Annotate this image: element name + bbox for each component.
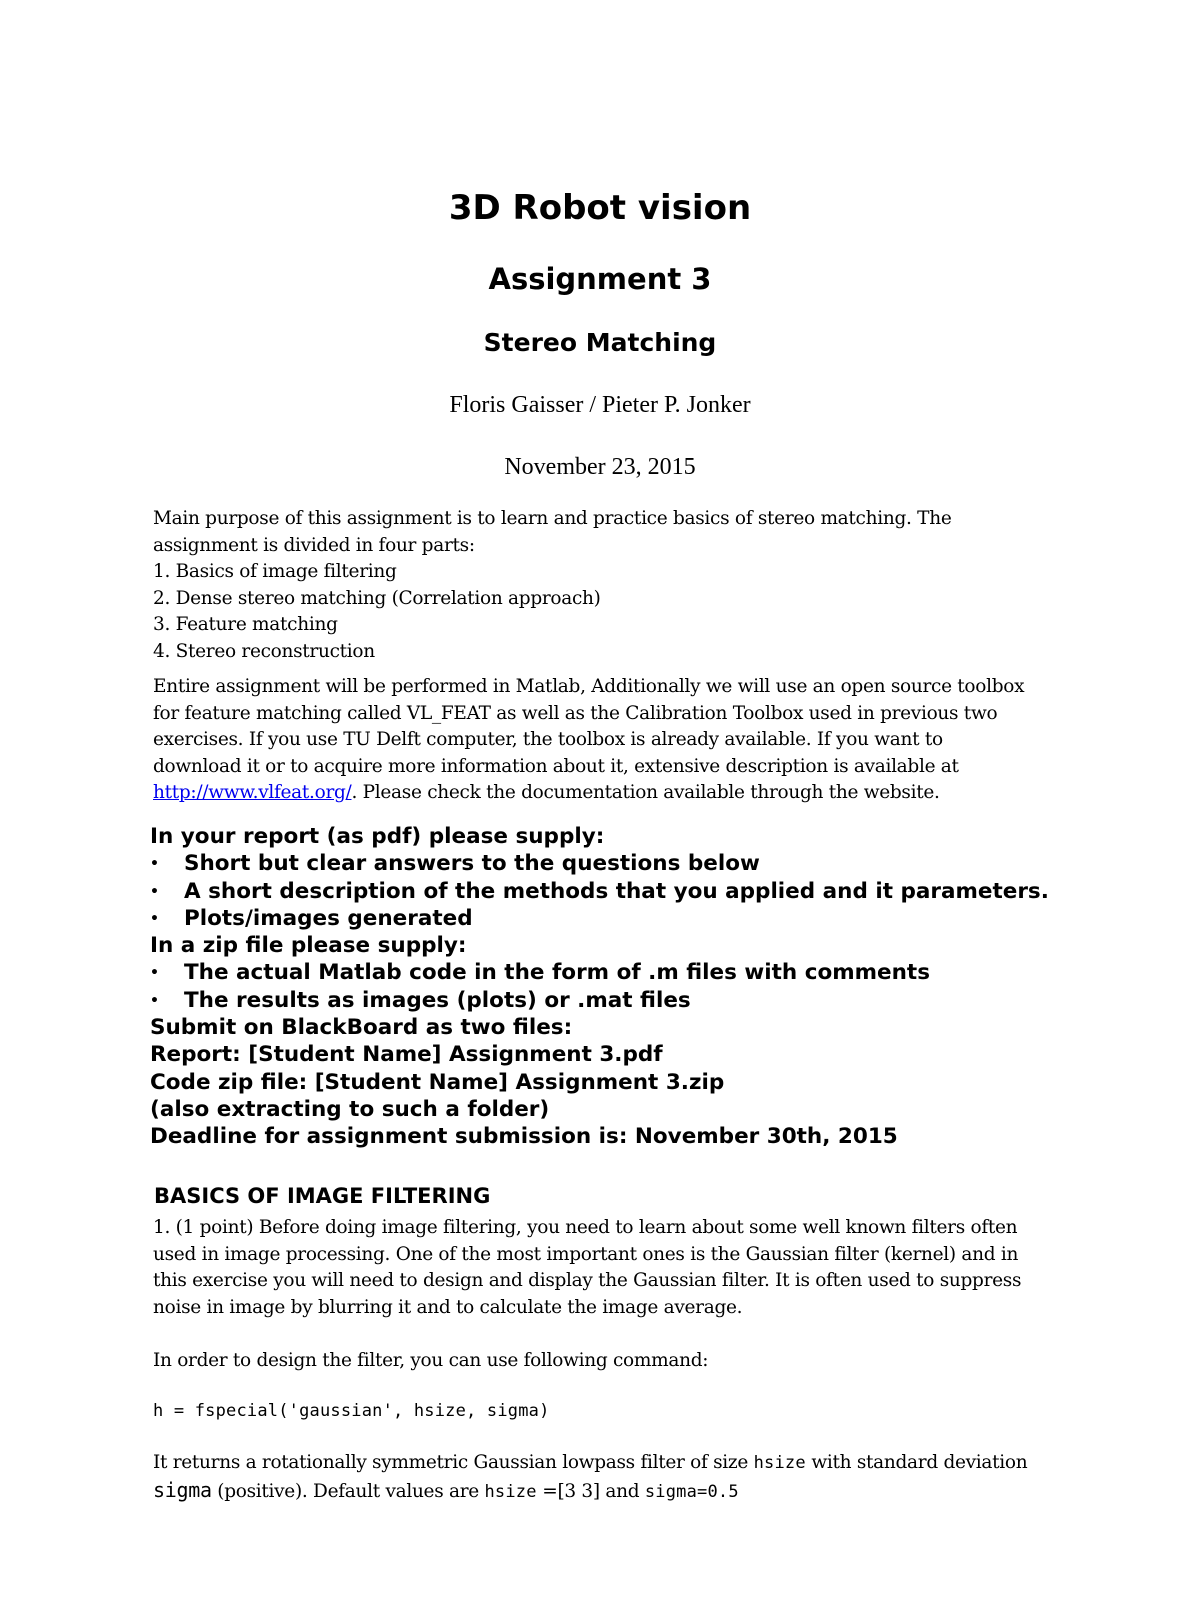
question-1-paragraph xyxy=(153,1215,1113,1321)
report-item-text: Short but clear answers to the questions below xyxy=(184,851,760,877)
tools-paragraph xyxy=(153,674,1113,807)
design-intro xyxy=(153,1348,1113,1375)
report-item-text: A short description of the methods that you applied and it parameters. xyxy=(184,878,1049,904)
intro-line: assignment is divided in four parts: xyxy=(153,534,475,556)
report-item xyxy=(150,850,1150,877)
tools-line: download it or to acquire more information about it, extensive description is available at xyxy=(153,755,959,777)
report-item-text: Plots/images generated xyxy=(184,905,473,931)
tools-line-tail: . Please check the documentation available through the website. xyxy=(351,782,940,803)
section-heading: BASICS OF IMAGE FILTERING xyxy=(154,1184,491,1208)
tools-line: for feature matching called VL_FEAT as well as the Calibration Toolbox used in previous two xyxy=(153,702,998,724)
hsize-code-2: hsize xyxy=(484,1481,537,1502)
zip-item xyxy=(150,959,1150,986)
sigma-default-code: sigma=0.5 xyxy=(644,1481,739,1502)
topic-title: Stereo Matching xyxy=(483,328,717,357)
question-line: this exercise you will need to design and display the Gaussian filter. It is often used to suppress xyxy=(153,1270,1022,1291)
assignment-title: Assignment 3 xyxy=(488,262,712,296)
returns-text-2: with standard deviation xyxy=(805,1452,1028,1473)
document-title: 3D Robot vision xyxy=(448,188,752,228)
vlfeat-link[interactable]: http://www.vlfeat.org/ xyxy=(153,782,352,803)
bullet-icon: • xyxy=(150,992,159,1009)
report-heading: In your report (as pdf) please supply: xyxy=(150,824,605,849)
bullet-icon: • xyxy=(150,883,159,900)
zip-item xyxy=(150,987,1150,1014)
question-line: 1. (1 point) Before doing image filtering, you need to learn about some well known filters often xyxy=(153,1217,1018,1238)
submit-line: (also extracting to such a folder) xyxy=(150,1096,550,1122)
design-intro-text: In order to design the filter, you can use following command: xyxy=(153,1350,709,1371)
bullet-icon: • xyxy=(150,910,159,927)
default-text: =[3 3] and xyxy=(536,1480,645,1502)
code-line: h = fspecial('gaussian', hsize, sigma) xyxy=(153,1401,550,1421)
zip-item-text: The results as images (plots) or .mat files xyxy=(184,987,691,1013)
tools-link-line xyxy=(153,780,1113,807)
list-item: 3. Feature matching xyxy=(153,614,338,635)
tools-line: Entire assignment will be performed in Matlab, Additionally we will use an open source toolbox xyxy=(153,676,1025,697)
submit-line: Report: [Student Name] Assignment 3.pdf xyxy=(150,1042,663,1068)
report-item xyxy=(150,878,1150,905)
zip-heading: In a zip file please supply: xyxy=(150,933,467,959)
report-item xyxy=(150,905,1150,932)
returns-line-1 xyxy=(153,1450,1113,1477)
zip-item-text: The actual Matlab code in the form of .m files with comments xyxy=(184,960,930,986)
code-snippet xyxy=(153,1398,1113,1425)
hsize-code: hsize xyxy=(753,1453,806,1473)
bullet-icon: • xyxy=(150,965,159,982)
bullet-icon: • xyxy=(150,856,159,873)
submit-line: Submit on BlackBoard as two files: xyxy=(150,1015,573,1041)
intro-line: Main purpose of this assignment is to learn and practice basics of stereo matching. The xyxy=(153,508,952,529)
returns-line-2 xyxy=(153,1477,1113,1504)
list-item: 2. Dense stereo matching (Correlation approach) xyxy=(153,587,601,609)
requirements-block xyxy=(150,823,1150,1151)
deadline-line: Deadline for assignment submission is: November 30th, 2015 xyxy=(150,1124,898,1150)
list-item: 1. Basics of image filtering xyxy=(153,561,397,582)
returns-text: It returns a rotationally symmetric Gaussian lowpass filter of size xyxy=(153,1452,754,1473)
submit-line: Code zip file: [Student Name] Assignment 3.zip xyxy=(150,1069,725,1095)
document-date: November 23, 2015 xyxy=(504,454,696,480)
sigma-code: sigma xyxy=(153,1477,212,1502)
authors: Floris Gaisser / Pieter P. Jonker xyxy=(449,392,751,418)
question-line: used in image processing. One of the most important ones is the Gaussian filter (kernel) and in xyxy=(153,1243,1019,1265)
intro-paragraph xyxy=(153,506,1113,665)
list-item: 4. Stereo reconstruction xyxy=(153,640,375,662)
question-line: noise in image by blurring it and to calculate the image average. xyxy=(153,1296,743,1318)
positive-text: (positive). Default values are xyxy=(211,1480,485,1502)
tools-line: exercises. If you use TU Delft computer, the toolbox is already available. If you want to xyxy=(153,729,943,750)
returns-paragraph xyxy=(153,1450,1113,1503)
